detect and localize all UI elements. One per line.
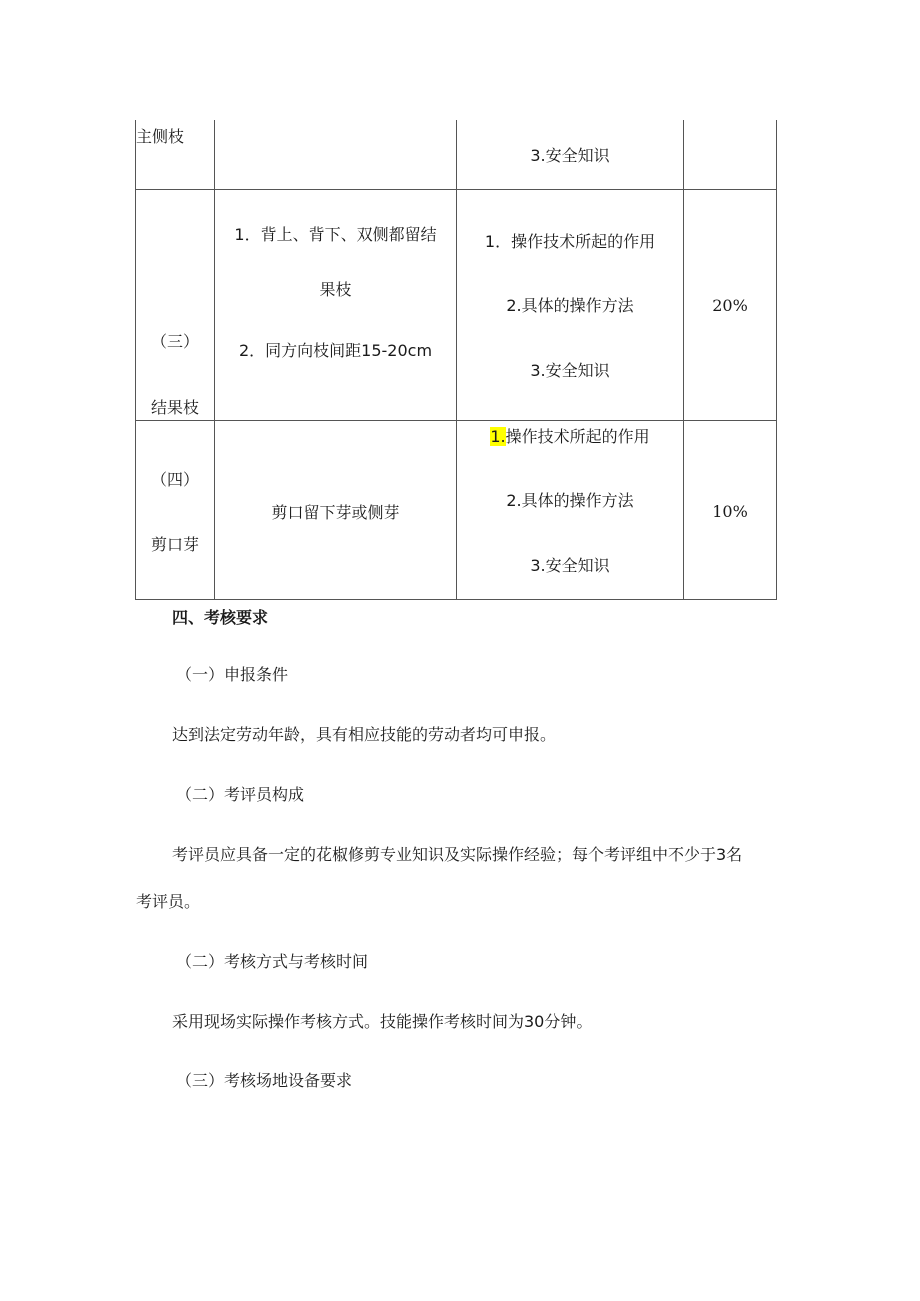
table-border-bottom [135, 599, 777, 600]
row3-col4: 10% [712, 502, 748, 521]
section-heading: 四、考核要求 [172, 608, 269, 627]
assessment-table [135, 120, 777, 600]
table-divider-2 [456, 120, 457, 600]
table-row-divider-2 [135, 420, 777, 421]
table-border-left [135, 120, 136, 600]
row2-col4: 20% [712, 296, 748, 315]
row3-col3-line3: 3.安全知识 [530, 556, 610, 575]
subsection-3-body: 采用现场实际操作考核方式。技能操作考核时间为30分钟。 [172, 1012, 593, 1031]
row2-col2-line1: 1．背上、背下、双侧都留结 [234, 225, 437, 244]
subsection-1-title: （一）申报条件 [176, 665, 289, 684]
row3-col1-line2: 剪口芽 [150, 535, 199, 554]
row2-col1-line2: 结果枝 [150, 398, 199, 417]
highlighted-mark: 1. [490, 427, 506, 446]
row1-col3: 3.安全知识 [530, 146, 610, 165]
row2-col2-line2: 果枝 [319, 280, 352, 299]
row2-col3-line3: 3.安全知识 [530, 361, 610, 380]
subsection-2-title: （二）考评员构成 [176, 785, 305, 804]
subsection-2-body-line1: 考评员应具备一定的花椒修剪专业知识及实际操作经验；每个考评组中不少于3名 [172, 845, 743, 864]
row2-col3-line1: 1．操作技术所起的作用 [484, 232, 656, 251]
table-border-right [776, 120, 777, 600]
subsection-2-body-line2: 考评员。 [136, 892, 201, 911]
row3-col3-line2: 2.具体的操作方法 [506, 491, 634, 510]
row3-col3-line1-text: 操作技术所起的作用 [505, 427, 650, 446]
row3-col1-line1: （四） [150, 470, 199, 489]
subsection-4-title: （三）考核场地设备要求 [176, 1071, 353, 1090]
row2-col1-line1: （三） [150, 332, 199, 351]
subsection-1-body: 达到法定劳动年龄，具有相应技能的劳动者均可申报。 [172, 725, 557, 744]
table-row-divider-1 [135, 189, 777, 190]
row3-col3-line1 [457, 427, 683, 447]
row2-col3-line2: 2.具体的操作方法 [506, 296, 634, 315]
row3-col2: 剪口留下芽或侧芽 [271, 503, 400, 522]
row1-col1: 主侧枝 [136, 127, 185, 146]
subsection-3-title: （二）考核方式与考核时间 [176, 952, 369, 971]
table-divider-3 [683, 120, 684, 600]
row2-col2-line3: 2．同方向枝间距15-20cm [238, 341, 433, 360]
